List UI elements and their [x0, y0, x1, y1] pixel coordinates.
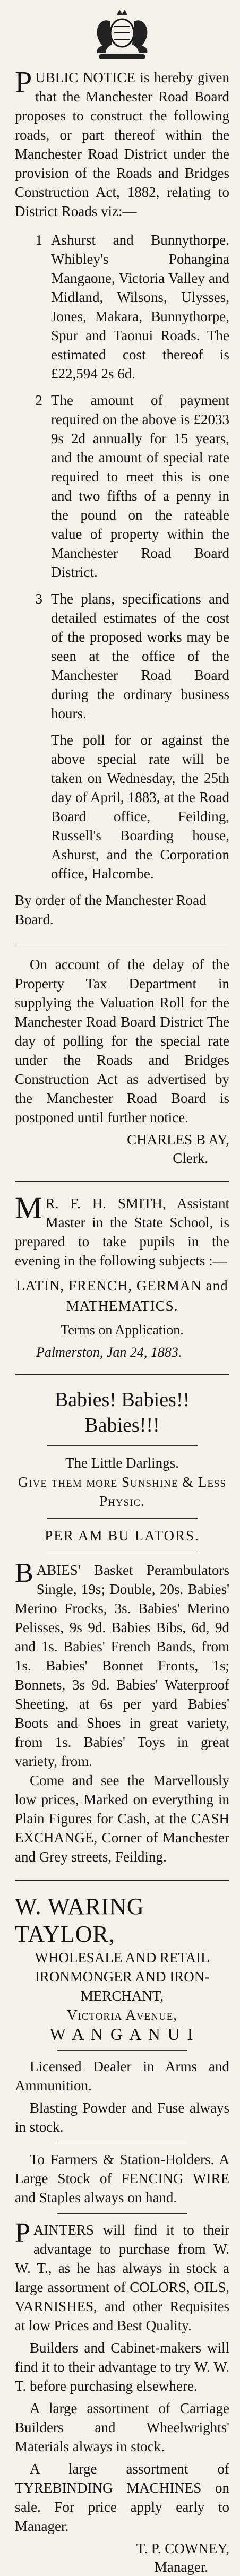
tyre-text: A large assortment of TYREBINDING MACHINES on sale. For price apply early to Manager. — [15, 2461, 229, 2534]
list-item — [15, 589, 229, 723]
divider — [57, 2213, 187, 2214]
postponement-text: On account of the delay of the Property Tax Department in supplying the Valuation Roll for the Manchester Road Board District The day of polling for the special rate under the Roads and Bridges Construction Act as advertised by the Manchester Road Board is postponed until further notice. — [15, 957, 229, 1125]
divider — [15, 1181, 229, 1182]
dropcap-letter: P — [15, 2218, 30, 2248]
dropcap-letter: P — [15, 65, 32, 99]
notice-items — [15, 230, 229, 723]
postponement-notice — [15, 955, 229, 1167]
item-text: The amount of payment required on the above is £2033 9s 2d annually for 15 years, and the amount of special rate required to meet this is one and two fifths of a penny in the pound on the rateable value of property within the Manchester Road Board District. — [51, 392, 229, 580]
dropcap-letter: M — [15, 1191, 42, 1225]
babies-text: ABIES' Basket Perambulators Single, 19s; Double, 20s. Babies' Merino Frocks, 3s. Babies' Merino Pelisses, 9s 9d. Babies Bibs, 6d, 9d and 1s. Babies' French Bands, from 1s. Babies' Bonnet Fronts, 1s; Bonnets, 3s 9d. Babies' Waterproof Sheeting, at 6s per yard Babies' Boots and Shoes in great variety, from 1s. Babies' Toys in great variety, from. — [15, 1562, 229, 1769]
item-text: Ashurst and Bunnythorpe. Whibley's Pohangina Mangaone, Victoria Valley and Midland, Wilsons, Ulysses, Jones, Makara, Bunnythorpe, Spur and Taonui Roads. The estimated cost thereof is £22,594 2s 6d. — [51, 232, 229, 382]
farmers-text: To Farmers & Station-Holders. A Large Stock of FENCING WIRE and Staples always on hand. — [15, 2151, 229, 2205]
by-order: By order of the Manchester Road Board. — [15, 892, 207, 927]
list-item — [15, 391, 229, 582]
notice-intro: UBLIC NOTICE is hereby given that the Manchester Road Board proposes to construct the following roads, or part thereof within the Manchester Road District under the provision of the Roads and Bridges Construction Act, 1882, relating to District Roads viz:— — [15, 70, 229, 219]
smith-intro: R. F. H. SMITH, Assistant Master in the State School, is prepared to take pupils in the evening in the following subjects :— — [15, 1195, 229, 1269]
trade-line: WHOLESALE AND RETAIL — [35, 1950, 210, 1966]
tagline: The Little Darlings. — [65, 1455, 179, 1471]
signatory: CHARLES B AY, — [127, 1132, 229, 1148]
dateline: Palmerston, Jan 24, 1883. — [36, 1345, 182, 1360]
town: W A N G A N U I — [49, 2024, 195, 2044]
item-number: 3 — [35, 591, 42, 607]
divider — [47, 1518, 198, 1519]
signatory: T. P. COWNEY, — [136, 2540, 229, 2556]
babies-headline: Babies! Babies!! Babies!!! — [54, 1389, 190, 1436]
item-number: 1 — [35, 232, 42, 248]
list-item — [15, 230, 229, 383]
carriage-text: A large assortment of Carriage Builders and Wheelwrights' Materials always in stock. — [15, 2400, 229, 2454]
waring-name: W. WARING TAYLOR, — [15, 1893, 144, 1947]
tagline: Give them more Sunshine & Less Physic. — [18, 1474, 227, 1509]
blasting-text: Blasting Powder and Fuse always in stock. — [15, 2100, 229, 2135]
dropcap-letter: B — [15, 1558, 33, 1588]
royal-coat-of-arms-icon — [88, 5, 157, 65]
waring-advert — [15, 1893, 229, 2576]
builders-text: Builders and Cabinet-makers will find it to their advantage to try W. W. T. before purchasing elsewhere. — [15, 2340, 229, 2394]
smith-advert — [15, 1191, 229, 1360]
divider — [15, 1374, 229, 1375]
divider — [47, 1445, 198, 1446]
babies-advert — [15, 1387, 229, 1866]
terms: Terms on Application. — [61, 1322, 184, 1338]
signatory-title: Clerk. — [173, 1150, 208, 1166]
item-text: The plans, specifications and detailed estimates of the cost of the proposed works may be seen at the office of the Manchester Road Board during the ordinary business hours. — [51, 591, 229, 721]
divider — [57, 2050, 187, 2051]
signatory-title: Manager. — [154, 2559, 208, 2575]
public-notice — [15, 65, 229, 929]
licensed-text: Licensed Dealer in Arms and Ammunition. — [15, 2058, 229, 2093]
painters-text: AINTERS will find it to their advantage to purchase from W. W. T., as he has always in stock a large assortment of COLORS, OILS, VARNISHES, and other Requisites at low Prices and Best Quality. — [15, 2222, 229, 2333]
poll-text: The poll for or against the above special rate will be taken on Wednesday, the 25th day of April, 1883, at the Road Board office, Feilding, Russell's Boarding house, Ashurst, and the Corporation office, Halcombe. — [51, 732, 229, 882]
babies-text-2: Come and see the Marvellously low prices, Marked on everything in Plain Figures for Cash, at the CASH EXCHANGE, Corner of Manchester and Grey streets, Feilding. — [15, 1772, 229, 1865]
item-number: 2 — [35, 392, 42, 408]
subjects: LATIN, FRENCH, GERMAN and MATHEMATICS. — [16, 1278, 228, 1314]
trade-line: IRONMONGER AND IRON-MERCHANT, — [35, 1969, 210, 2004]
address: Victoria Avenue, — [66, 2007, 178, 2023]
divider — [15, 1880, 229, 1881]
tagline: PER AM BU LATORS. — [45, 1528, 200, 1544]
